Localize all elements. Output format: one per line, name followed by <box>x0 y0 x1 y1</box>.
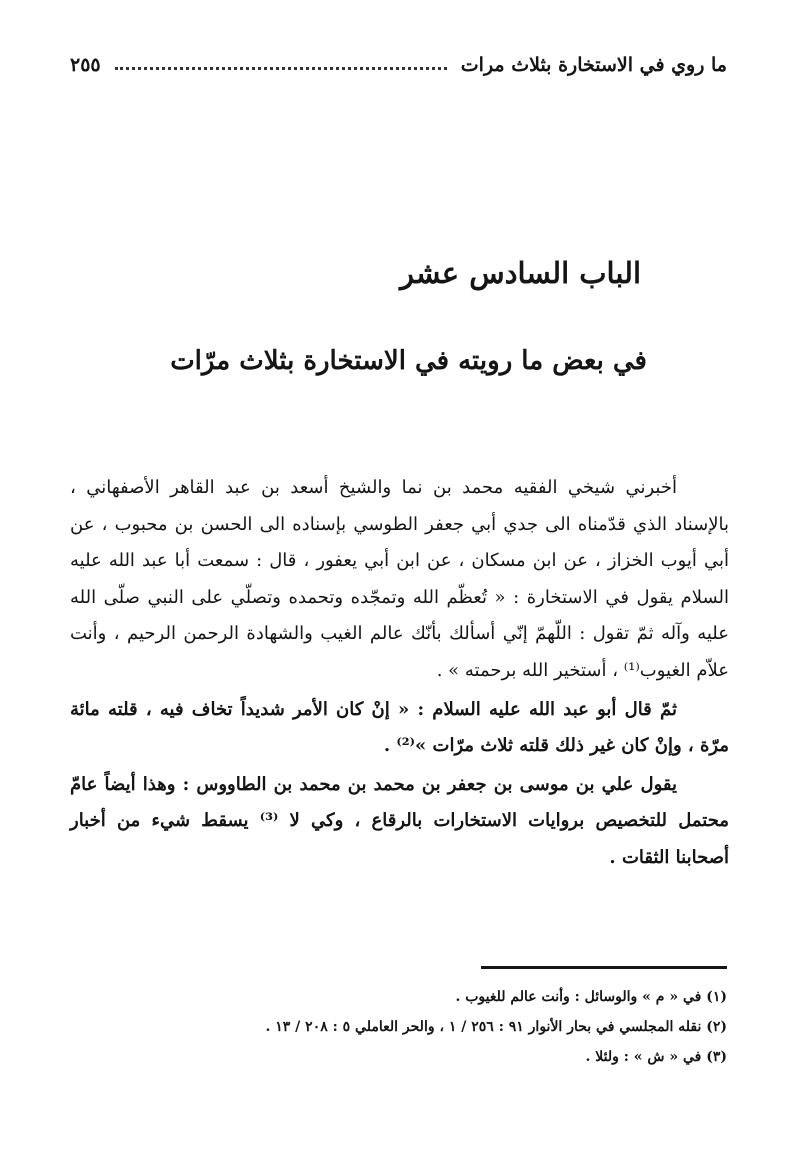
running-title: ما روي في الاستخارة بثلاث مرات <box>460 54 727 76</box>
footnote-1: (١) في « م » والوسائل : وأنت عالم للغيوب . <box>455 989 727 1005</box>
footnote-divider <box>481 966 727 969</box>
paragraph-3: يقول علي بن موسى بن جعفر بن محمد بن محمد بن الطاووس : وهذا أيضاً عامّ محتمل للتخصيص بروايات الاستخارات بالرقاع ، وكي لا ⁽³⁾ يسقط شيء من أخبار أصحابنا الثقات . <box>70 773 729 868</box>
footnote-2: (٢) نقله المجلسي في بحار الأنوار ٩١ : ٢٥٦ / ١ ، والحر العاملي ٥ : ٢٠٨ / ١٣ . <box>265 1019 727 1035</box>
body-text <box>70 470 729 877</box>
chapter-title: في بعض ما رويته في الاستخارة بثلاث مرّات <box>170 346 647 376</box>
chapter-label: الباب السادس عشر <box>399 256 641 290</box>
paragraph-1: أخبرني شيخي الفقيه محمد بن نما والشيخ أسعد بن عبد القاهر الأصفهاني ، بالإسناد الذي قدّمناه الى جدي أبي جعفر الطوسي بإسناده الى الحسن بن محبوب ، عن أبي أيوب الخزاز ، عن ابن مسكان ، عن ابن أبي يعفور ، قال : سمعت أبا عبد الله عليه السلام يقول في الاستخارة : « تُعظّم الله وتمجّده وتحمده وتصلّي على النبي صلّى الله عليه وآله ثمّ تقول : اللّهمّ إنّي أسألك بأنّك عالم الغيب والشهادة الرحمن الرحيم ، وأنت علاّم الغيوب⁽¹⁾ ، أستخير الله برحمته » . <box>70 477 729 681</box>
running-header <box>70 48 727 82</box>
page-number: ٢٥٥ <box>70 54 101 76</box>
footnotes <box>70 982 727 1072</box>
dotted-leader <box>115 67 447 70</box>
paragraph-2: ثمّ قال أبو عبد الله عليه السلام : « إنْ كان الأمر شديداً تخاف فيه ، قلته مائة مرّة ، وإنْ كان غير ذلك قلته ثلاث مرّات »⁽²⁾ . <box>70 698 729 757</box>
footnote-3: (٣) في « ش » : ولئلا . <box>585 1049 727 1065</box>
